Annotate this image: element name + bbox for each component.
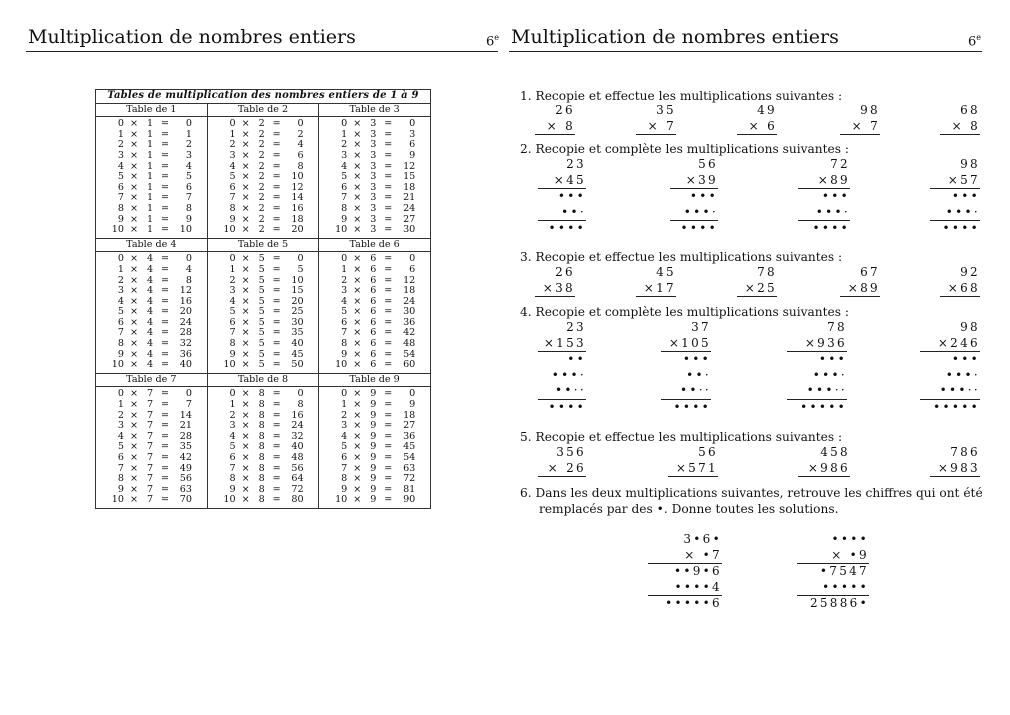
table-cell: 8 × 8 = 64 [207, 474, 319, 485]
ex3-operation-5 [940, 265, 980, 297]
ex1-operation-3 [737, 103, 777, 135]
partial-line: •• [567, 352, 586, 366]
partial-line: ••••• [933, 399, 980, 414]
table-cell: 8 × 2 = 16 [207, 204, 319, 215]
multiplier: ×89 [798, 173, 850, 190]
partial-line: ••• [821, 189, 850, 203]
table-cell: 1 × 5 = 5 [207, 265, 319, 276]
table-cell: 0 × 1 = 0 [96, 117, 208, 130]
multiplier: ×17 [636, 281, 676, 298]
table-cell: 10 × 7 = 70 [96, 495, 208, 508]
multiplier: ×105 [661, 336, 711, 353]
ex1-operation-4 [840, 103, 880, 135]
table-cell: 10 × 5 = 50 [207, 360, 319, 373]
partial-line: ••• [951, 352, 980, 366]
ex5-operation-1 [538, 445, 586, 477]
multiplicand: 56 [698, 157, 718, 171]
partial-line: 25886• [809, 596, 869, 610]
table-cell: 7 × 3 = 21 [319, 193, 431, 204]
multiplier: ×571 [668, 461, 718, 478]
table-cell: 3 × 4 = 12 [96, 286, 208, 297]
table-cell: 5 × 4 = 20 [96, 307, 208, 318]
table-cell: 3 × 3 = 9 [319, 151, 431, 162]
multiplier: ×39 [670, 173, 718, 190]
table-cell: 8 × 3 = 24 [319, 204, 431, 215]
table-cell: 8 × 9 = 72 [319, 474, 431, 485]
table-cell: 9 × 2 = 18 [207, 215, 319, 226]
left-page-title: Multiplication de nombres entiers [28, 26, 356, 48]
ex2-operation-3 [798, 157, 850, 237]
table-cell: 5 × 3 = 15 [319, 172, 431, 183]
multiplier: ×25 [737, 281, 777, 298]
left-grade-sup: e [494, 33, 500, 42]
table-cell: 5 × 2 = 10 [207, 172, 319, 183]
multiplier: ×983 [930, 461, 980, 478]
exercise-number: 5. [520, 430, 532, 444]
table-header: Table de 1 [96, 103, 208, 117]
table-cell: 1 × 8 = 8 [207, 400, 319, 411]
table-cell: 2 × 9 = 18 [319, 411, 431, 422]
table-cell: 0 × 3 = 0 [319, 117, 431, 130]
exercise-6-statement [520, 486, 983, 500]
table-cell: 0 × 7 = 0 [96, 387, 208, 400]
table-cell: 3 × 6 = 18 [319, 286, 431, 297]
ex4-operation-4 [920, 320, 980, 415]
table-cell: 4 × 4 = 16 [96, 297, 208, 308]
table-cell: 10 × 1 = 10 [96, 225, 208, 238]
partial-line: •••• [548, 221, 586, 235]
table-cell: 8 × 5 = 40 [207, 339, 319, 350]
table-cell: 9 × 7 = 63 [96, 485, 208, 496]
table-cell: 5 × 1 = 5 [96, 172, 208, 183]
multiplicand: 23 [566, 320, 586, 334]
table-cell: 1 × 1 = 1 [96, 130, 208, 141]
multiplicand: •••• [831, 532, 869, 546]
table-cell: 5 × 7 = 35 [96, 442, 208, 453]
partial-line: •••·· [920, 383, 980, 400]
exercise-text: Dans les deux multiplications suivantes, retrouve les chiffres qui ont été [535, 486, 983, 500]
partial-line: •••· [930, 205, 980, 222]
multiplicand: 92 [960, 265, 980, 279]
right-grade: 6 [968, 34, 977, 50]
multiplicand: 98 [860, 103, 880, 117]
multiplicand: 67 [860, 265, 880, 279]
exercise-number: 6. [520, 486, 532, 500]
multiplier: ×936 [787, 336, 847, 353]
table-cell: 5 × 5 = 25 [207, 307, 319, 318]
ex3-operation-4 [840, 265, 880, 297]
multiplicand: 56 [698, 445, 718, 459]
multiplier: ×986 [798, 461, 850, 478]
ex1-operation-2 [636, 103, 676, 135]
table-cell: 0 × 4 = 0 [96, 252, 208, 265]
table-cell: 3 × 2 = 6 [207, 151, 319, 162]
partial-line: •••• [942, 221, 980, 235]
partial-line: ••• [557, 189, 586, 203]
partial-line: ••9•6 [673, 564, 722, 578]
ex3-operation-2 [636, 265, 676, 297]
exercise-text: Recopie et effectue les multiplications suivantes : [535, 89, 843, 103]
ex2-operation-2 [670, 157, 718, 237]
multiplication-table [95, 89, 431, 509]
ex5-operation-2 [668, 445, 718, 477]
table-cell: 4 × 1 = 4 [96, 162, 208, 173]
left-grade: 6 [486, 34, 495, 50]
multiplier: ×45 [538, 173, 586, 190]
partial-line: •••· [670, 205, 718, 222]
table-cell: 4 × 9 = 36 [319, 432, 431, 443]
table-header: Table de 8 [207, 373, 319, 387]
table-cell: 4 × 7 = 28 [96, 432, 208, 443]
multiplicand: 356 [556, 445, 586, 459]
exercise-number: 3. [520, 250, 532, 264]
table-cell: 8 × 4 = 32 [96, 339, 208, 350]
table-cell: 3 × 7 = 21 [96, 421, 208, 432]
exercise-text: Recopie et effectue les multiplications suivantes : [535, 430, 843, 444]
partial-line: •••· [551, 367, 586, 382]
partial-line: ••• [951, 189, 980, 203]
table-cell: 3 × 8 = 24 [207, 421, 319, 432]
multiplier: × 8 [940, 119, 980, 136]
table-cell: 9 × 4 = 36 [96, 350, 208, 361]
exercise-number: 4. [520, 305, 532, 319]
table-cell: 8 × 6 = 48 [319, 339, 431, 350]
table-cell: 7 × 2 = 14 [207, 193, 319, 204]
table-cell: 7 × 8 = 56 [207, 464, 319, 475]
exercise-text: Recopie et complète les multiplications suivantes : [535, 142, 849, 156]
table-cell: 7 × 1 = 7 [96, 193, 208, 204]
table-cell: 3 × 9 = 27 [319, 421, 431, 432]
ex4-operation-3 [787, 320, 847, 415]
multiplier: × •9 [797, 548, 869, 565]
table-cell: 9 × 8 = 72 [207, 485, 319, 496]
table-cell: 0 × 2 = 0 [207, 117, 319, 130]
partial-line: ••• [818, 352, 847, 366]
multiplicand: 37 [691, 320, 711, 334]
table-cell: 4 × 5 = 20 [207, 297, 319, 308]
multiplier: × 26 [538, 461, 586, 478]
table-cell: 5 × 8 = 40 [207, 442, 319, 453]
exercise-6-statement-line2: remplacés par des •. Donne toutes les solutions. [539, 502, 839, 516]
multiplier: × 7 [840, 119, 880, 136]
multiplier: ×68 [940, 281, 980, 298]
multiplicand: 458 [820, 445, 850, 459]
table-caption: Tables de multiplication des nombres entiers de 1 à 9 [96, 90, 431, 104]
table-cell: 10 × 2 = 20 [207, 225, 319, 238]
table-header: Table de 9 [319, 373, 431, 387]
partial-line: ••••4 [648, 580, 722, 597]
table-cell: 7 × 5 = 35 [207, 328, 319, 339]
partial-line: •••• [812, 221, 850, 235]
table-cell: 6 × 2 = 12 [207, 183, 319, 194]
partial-line: ••· [686, 367, 711, 382]
table-cell: 9 × 9 = 81 [319, 485, 431, 496]
ex3-operation-1 [535, 265, 575, 297]
table-cell: 2 × 4 = 8 [96, 276, 208, 287]
multiplier: ×246 [920, 336, 980, 353]
table-cell: 0 × 9 = 0 [319, 387, 431, 400]
table-cell: 6 × 4 = 24 [96, 318, 208, 329]
multiplicand: 786 [950, 445, 980, 459]
exercise-2-statement [520, 142, 849, 156]
table-cell: 10 × 8 = 80 [207, 495, 319, 508]
table-cell: 9 × 6 = 54 [319, 350, 431, 361]
table-cell: 0 × 6 = 0 [319, 252, 431, 265]
table-cell: 8 × 1 = 8 [96, 204, 208, 215]
table-cell: 2 × 3 = 6 [319, 140, 431, 151]
multiplicand: 78 [757, 265, 777, 279]
multiplicand: 68 [960, 103, 980, 117]
exercise-text: Recopie et complète les multiplications suivantes : [535, 305, 849, 319]
left-grade-label [486, 30, 499, 50]
table-cell: 2 × 5 = 10 [207, 276, 319, 287]
partial-line: •••••6 [665, 596, 722, 610]
partial-line: ••• [689, 189, 718, 203]
table-cell: 7 × 9 = 63 [319, 464, 431, 475]
table-cell: 4 × 3 = 12 [319, 162, 431, 173]
partial-line: •7547 [819, 564, 869, 578]
table-cell: 10 × 4 = 40 [96, 360, 208, 373]
ex6-operation-1 [648, 532, 722, 612]
exercise-number: 2. [520, 142, 532, 156]
table-header: Table de 3 [319, 103, 431, 117]
ex4-operation-2 [661, 320, 711, 415]
table-cell: 2 × 2 = 4 [207, 140, 319, 151]
ex2-operation-4 [930, 157, 980, 237]
table-cell: 0 × 5 = 0 [207, 252, 319, 265]
multiplicand: 98 [960, 157, 980, 171]
ex1-operation-1 [535, 103, 575, 135]
partial-line: ••• [682, 352, 711, 366]
exercise-text: Recopie et effectue les multiplications suivantes : [535, 250, 843, 264]
ex4-operation-1 [538, 320, 586, 415]
multiplier: × 7 [636, 119, 676, 136]
table-cell: 6 × 5 = 30 [207, 318, 319, 329]
table-cell: 6 × 7 = 42 [96, 453, 208, 464]
multiplicand: 49 [757, 103, 777, 117]
multiplicand: 26 [555, 265, 575, 279]
table-cell: 1 × 4 = 4 [96, 265, 208, 276]
multiplier: ×38 [535, 281, 575, 298]
table-cell: 6 × 3 = 18 [319, 183, 431, 194]
partial-line: ••·· [661, 383, 711, 400]
table-cell: 1 × 3 = 3 [319, 130, 431, 141]
table-cell: 2 × 7 = 14 [96, 411, 208, 422]
partial-line: •••·· [787, 383, 847, 400]
table-cell: 6 × 1 = 6 [96, 183, 208, 194]
multiplicand: 98 [960, 320, 980, 334]
multiplicand: 23 [566, 157, 586, 171]
right-grade-label [968, 30, 981, 50]
table-cell: 5 × 9 = 45 [319, 442, 431, 453]
ex5-operation-3 [798, 445, 850, 477]
table-cell: 4 × 2 = 8 [207, 162, 319, 173]
table-cell: 8 × 7 = 56 [96, 474, 208, 485]
table-cell: 9 × 3 = 27 [319, 215, 431, 226]
table-cell: 1 × 2 = 2 [207, 130, 319, 141]
partial-line: •••· [798, 205, 850, 222]
multiplier: ×89 [840, 281, 880, 298]
table-cell: 10 × 9 = 90 [319, 495, 431, 508]
exercise-3-statement [520, 250, 842, 264]
table-cell: 9 × 1 = 9 [96, 215, 208, 226]
table-cell: 1 × 6 = 6 [319, 265, 431, 276]
table-cell: 4 × 6 = 24 [319, 297, 431, 308]
partial-line: ••·· [538, 383, 586, 400]
right-header-rule [509, 51, 982, 52]
table-cell: 0 × 8 = 0 [207, 387, 319, 400]
partial-line: •••· [812, 367, 847, 382]
ex6-operation-2 [797, 532, 869, 612]
ex3-operation-3 [737, 265, 777, 297]
table-cell: 6 × 6 = 36 [319, 318, 431, 329]
table-cell: 5 × 6 = 30 [319, 307, 431, 318]
exercise-4-statement [520, 305, 849, 319]
ex2-operation-1 [538, 157, 586, 237]
ex1-operation-5 [940, 103, 980, 135]
partial-line: •••• [680, 221, 718, 235]
partial-line: ••••• [797, 580, 869, 597]
left-header-rule [26, 51, 498, 52]
partial-line: •••· [945, 367, 980, 382]
table-cell: 10 × 6 = 60 [319, 360, 431, 373]
multiplicand: 35 [656, 103, 676, 117]
multiplier: ×57 [930, 173, 980, 190]
table-header: Table de 5 [207, 238, 319, 252]
table-cell: 7 × 6 = 42 [319, 328, 431, 339]
table-cell: 10 × 3 = 30 [319, 225, 431, 238]
multiplicand: 45 [656, 265, 676, 279]
multiplier: × •7 [648, 548, 722, 565]
table-cell: 1 × 9 = 9 [319, 400, 431, 411]
partial-line: ••· [538, 205, 586, 222]
multiplier: × 6 [737, 119, 777, 136]
table-cell: 7 × 7 = 49 [96, 464, 208, 475]
table-cell: 7 × 4 = 28 [96, 328, 208, 339]
multiplicand: 3•6• [683, 532, 722, 546]
partial-line: •••• [673, 399, 711, 414]
table-cell: 3 × 1 = 3 [96, 151, 208, 162]
table-cell: 4 × 8 = 32 [207, 432, 319, 443]
right-grade-sup: e [976, 33, 982, 42]
table-cell: 1 × 7 = 7 [96, 400, 208, 411]
exercise-1-statement [520, 89, 842, 103]
table-cell: 2 × 1 = 2 [96, 140, 208, 151]
multiplier: ×153 [538, 336, 586, 353]
multiplier: × 8 [535, 119, 575, 136]
multiplicand: 78 [827, 320, 847, 334]
exercise-5-statement [520, 430, 842, 444]
ex5-operation-4 [930, 445, 980, 477]
multiplicand: 26 [555, 103, 575, 117]
table-cell: 9 × 5 = 45 [207, 350, 319, 361]
partial-line: •••• [548, 399, 586, 414]
right-page-title: Multiplication de nombres entiers [511, 26, 839, 48]
table-header: Table de 7 [96, 373, 208, 387]
exercise-number: 1. [520, 89, 532, 103]
table-cell: 3 × 5 = 15 [207, 286, 319, 297]
partial-line: ••••• [800, 399, 847, 414]
table-header: Table de 6 [319, 238, 431, 252]
table-header: Table de 4 [96, 238, 208, 252]
table-header: Table de 2 [207, 103, 319, 117]
table-cell: 2 × 8 = 16 [207, 411, 319, 422]
table-cell: 6 × 8 = 48 [207, 453, 319, 464]
table-cell: 6 × 9 = 54 [319, 453, 431, 464]
multiplicand: 72 [830, 157, 850, 171]
table-cell: 2 × 6 = 12 [319, 276, 431, 287]
